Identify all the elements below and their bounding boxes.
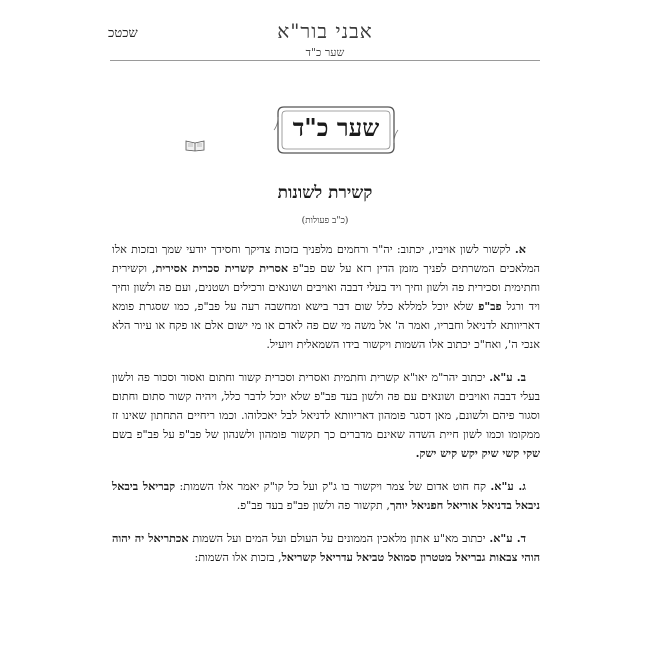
book-title: אבני בור"א bbox=[277, 19, 373, 43]
paragraph-bold-text: קבריאל ביבאל ניבאל בדניאל אוריאל חפניאל יוהך bbox=[112, 479, 540, 512]
body-text bbox=[112, 240, 540, 577]
page-number: שכטכ bbox=[108, 26, 138, 41]
header-rule bbox=[110, 60, 540, 61]
paragraph-bold-text: אכתריאל יה יהוה הוהי צבאות גבריאל מטטרון סמואל טביאל עדריאל קשריאל bbox=[112, 531, 540, 564]
paragraph-text: , בזכות אלו השמות: bbox=[194, 551, 282, 564]
gate-title-cartouche bbox=[272, 103, 400, 157]
gate-title: שער כ"ד bbox=[292, 113, 380, 142]
paragraph-text: , וקשירית וחתימית וסכירית פה ולשון וחיך ויד בעלי דבבה ואויבים ושונאים ורכילים ושטנים, ועם פה ולשון וחיך ויד ורגל bbox=[112, 262, 540, 313]
paragraph-text: שלא יוכל למללא כלל שום דבר בישא ומחשבה רעה על פב"פ, כמו שסגרת פומא דאריוותא לדניאל וחבריו, ואמר ה' אל משה מי שם פה לאדם או מי ישום אלם או פקח או עיור הלא אנכי ה', ואח"כ יכתוב אלו השמות ויקשור בידו השמאלית ויועיל. bbox=[112, 300, 540, 351]
paragraph-3 bbox=[112, 477, 540, 515]
section-title: קשירת לשונות bbox=[277, 183, 373, 203]
header-gate-subtitle: שער כ"ד bbox=[305, 46, 345, 59]
paragraph-text: לקשור לשון אויביו, יכתוב: יה"ר ורחמים מלפניך בזכות צדיקך וחסידך יודעי שמך ובזכות אלו המלאכים המשרתים לפניך מזמן הדין רזא על שם פב"פ bbox=[112, 243, 540, 275]
paragraph-bold-text: שקי קשי שיק יקש קיש ישק. bbox=[415, 446, 540, 460]
paragraph-bold-text: פב"פ bbox=[478, 299, 502, 313]
paragraph-text: , תקשור פה ולשון פב"פ בעד פב"פ. bbox=[236, 499, 390, 512]
section-subtitle: (כ"ב פעולות) bbox=[301, 216, 349, 226]
paragraph-2 bbox=[112, 368, 540, 463]
paragraph-text: יכתוב מא"ע אתון מלאכין הממונים על העולם ועל המים ועל השמות bbox=[188, 532, 490, 545]
paragraph-label: ג. ע"א. bbox=[490, 479, 526, 493]
paragraph-label: א. bbox=[514, 242, 526, 256]
paragraph-4 bbox=[112, 529, 540, 567]
paragraph-text: יכתוב יהר"מ יאו"א קשרית וחתמית ואסרית וסכרית קשור וחתום ואסור וסכור פה ולשון בעלי דבבה ואויבים ושונאים עם פה ולשון בעד פב"פ שלא יוכל לדבר כלל, ויהיה קשור סתום וחתום וסגור פיהם ולשונם, מאן דסגר פומהון דאריוותא לדניאל לבל יאכלוהו. וכמו ריחיים התחתון שאינו זז ממקומו וכמו לשון חיית השדה שאינם מדברים כך תקשור פומהון ולשנהון של פב"פ על פב"פ בשם bbox=[112, 371, 540, 441]
paragraph-label: ב. ע"א. bbox=[489, 370, 526, 384]
open-book-icon bbox=[185, 137, 205, 151]
running-header bbox=[0, 20, 650, 60]
paragraph-1 bbox=[112, 240, 540, 354]
paragraph-bold-text: אסרית קשרית סכרית אסירית bbox=[155, 261, 288, 275]
paragraph-text: קח חוט אדום של צמר ויקשור בו ג"ק ועל כל קו"ק יאמר אלו השמות: bbox=[175, 480, 491, 493]
paragraph-label: ד. ע"א. bbox=[489, 531, 526, 545]
